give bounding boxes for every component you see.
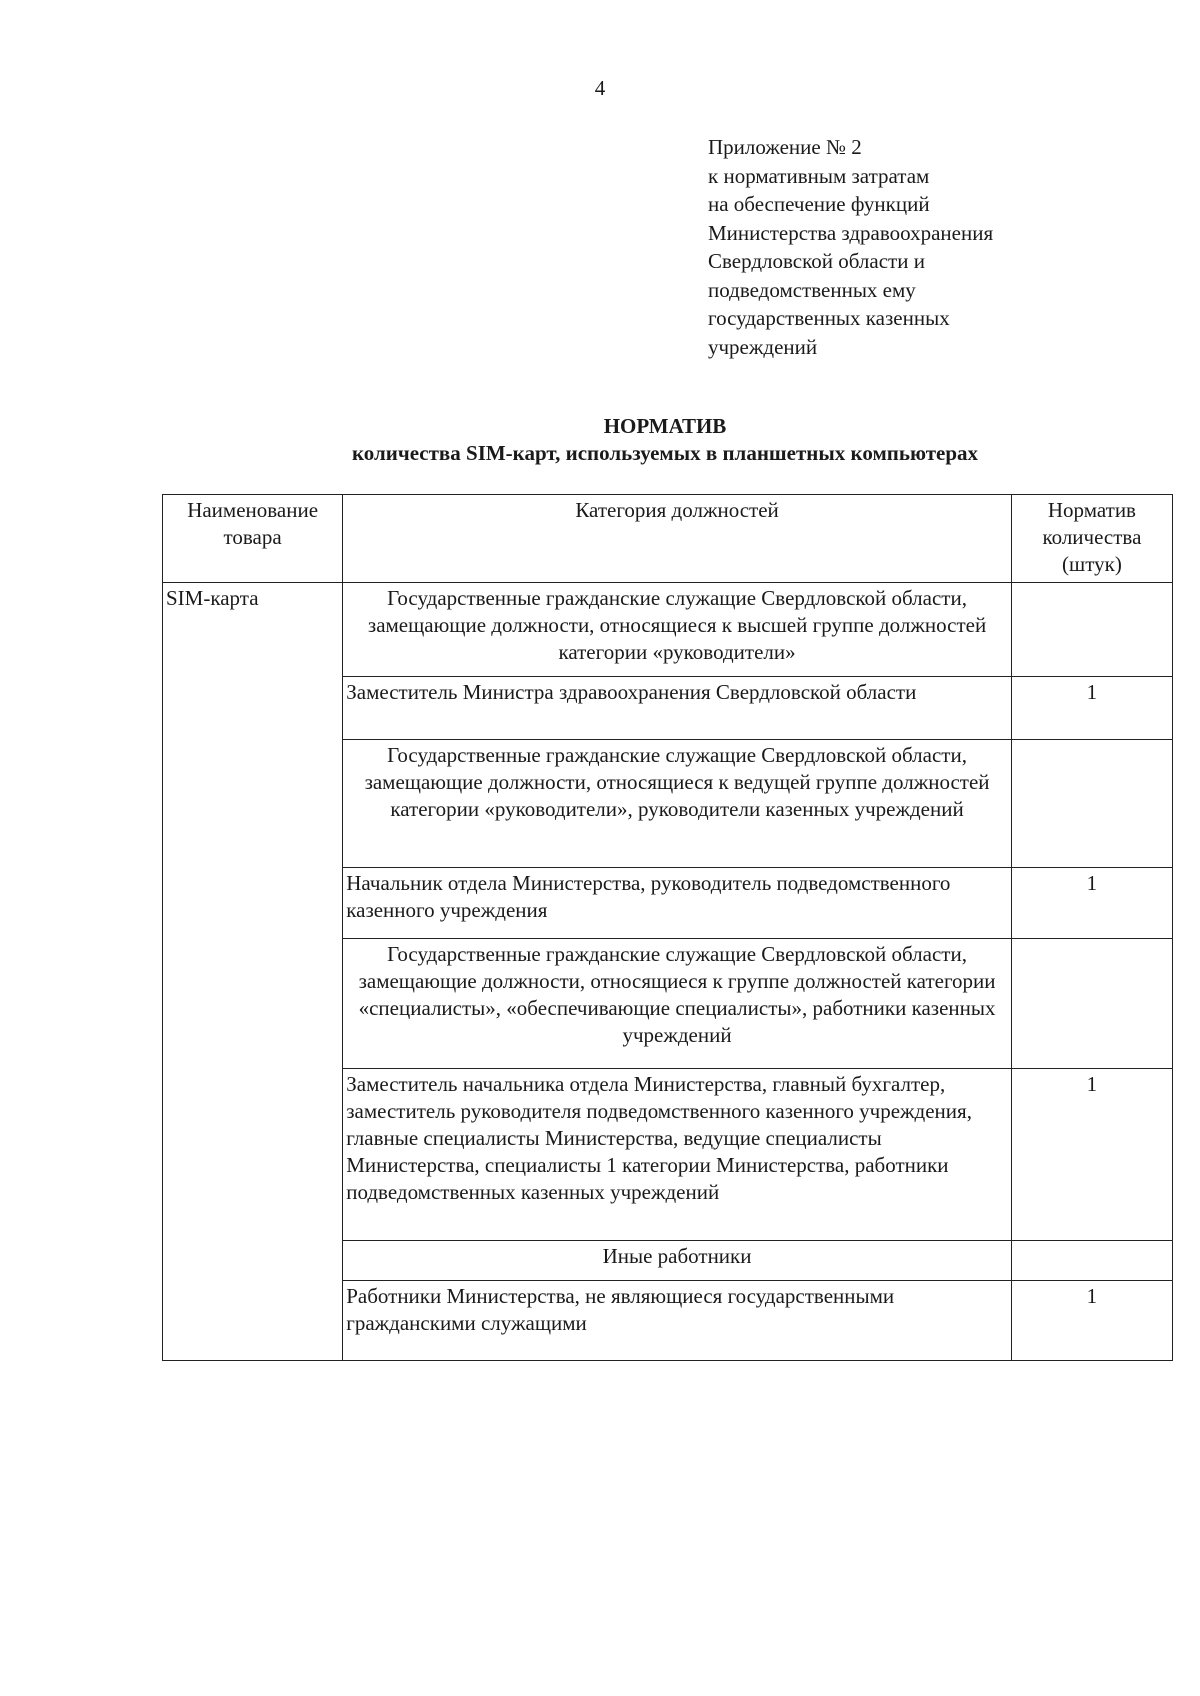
position-cell: Заместитель Министра здравоохранения Свердловской области [343, 677, 1012, 740]
norm-table [162, 494, 1173, 1361]
appendix-line: Приложение № 2 [708, 135, 862, 159]
appendix-line: Свердловской области и [708, 249, 925, 273]
appendix-line: к нормативным затратам [708, 163, 930, 188]
qty-cell: 1 [1011, 1069, 1172, 1241]
header-product: Наименование товара [163, 495, 343, 583]
position-cell: Работники Министерства, не являющиеся государственными гражданскими служащими [343, 1281, 1012, 1361]
header-norm: Норматив количества (штук) [1011, 495, 1172, 583]
document-subtitle: количества SIM-карт, используемых в планшетных компьютерах [351, 441, 979, 465]
qty-cell [1011, 740, 1172, 868]
position-cell: Заместитель начальника отдела Министерства, главный бухгалтер, заместитель руководителя подведомственного казенного учреждения, главные специалисты Министерства, ведущие специалисты Министерства, специалисты 1 категории Министерства, работники подведомственных казенных учреждений [343, 1069, 1012, 1241]
table-row [163, 583, 1173, 677]
qty-cell: 1 [1011, 1281, 1172, 1361]
qty-cell: 1 [1011, 677, 1172, 740]
appendix-line: учреждений [708, 334, 818, 359]
product-name-cell: SIM-карта [163, 583, 343, 1361]
appendix-line: на обеспечение функций [708, 192, 930, 216]
group-cell: Государственные гражданские служащие Свердловской области, замещающие должности, относящиеся к группе должностей категории «специалисты», «обеспечивающие специалисты», работники казенных учреждений [343, 939, 1012, 1069]
document-title: НОРМАТИВ [603, 414, 727, 438]
qty-cell [1011, 939, 1172, 1069]
qty-cell [1011, 1241, 1172, 1281]
appendix-line: Министерства здравоохранения [708, 220, 994, 245]
position-cell: Начальник отдела Министерства, руководитель подведомственного казенного учреждения [343, 868, 1012, 939]
appendix-line: государственных казенных [708, 306, 950, 330]
group-cell: Государственные гражданские служащие Свердловской области, замещающие должности, относящиеся к ведущей группе должностей категории «руководители», руководители казенных учреждений [343, 740, 1012, 868]
group-cell: Иные работники [343, 1241, 1012, 1281]
header-category: Категория должностей [343, 495, 1012, 583]
qty-cell [1011, 583, 1172, 677]
group-cell: Государственные гражданские служащие Свердловской области, замещающие должности, относящиеся к высшей группе должностей категории «руководители» [343, 583, 1012, 677]
appendix-note [708, 133, 993, 361]
qty-cell: 1 [1011, 868, 1172, 939]
table-header-row [163, 495, 1173, 583]
appendix-line: подведомственных ему [708, 277, 916, 302]
page-number: 4 [594, 76, 606, 100]
